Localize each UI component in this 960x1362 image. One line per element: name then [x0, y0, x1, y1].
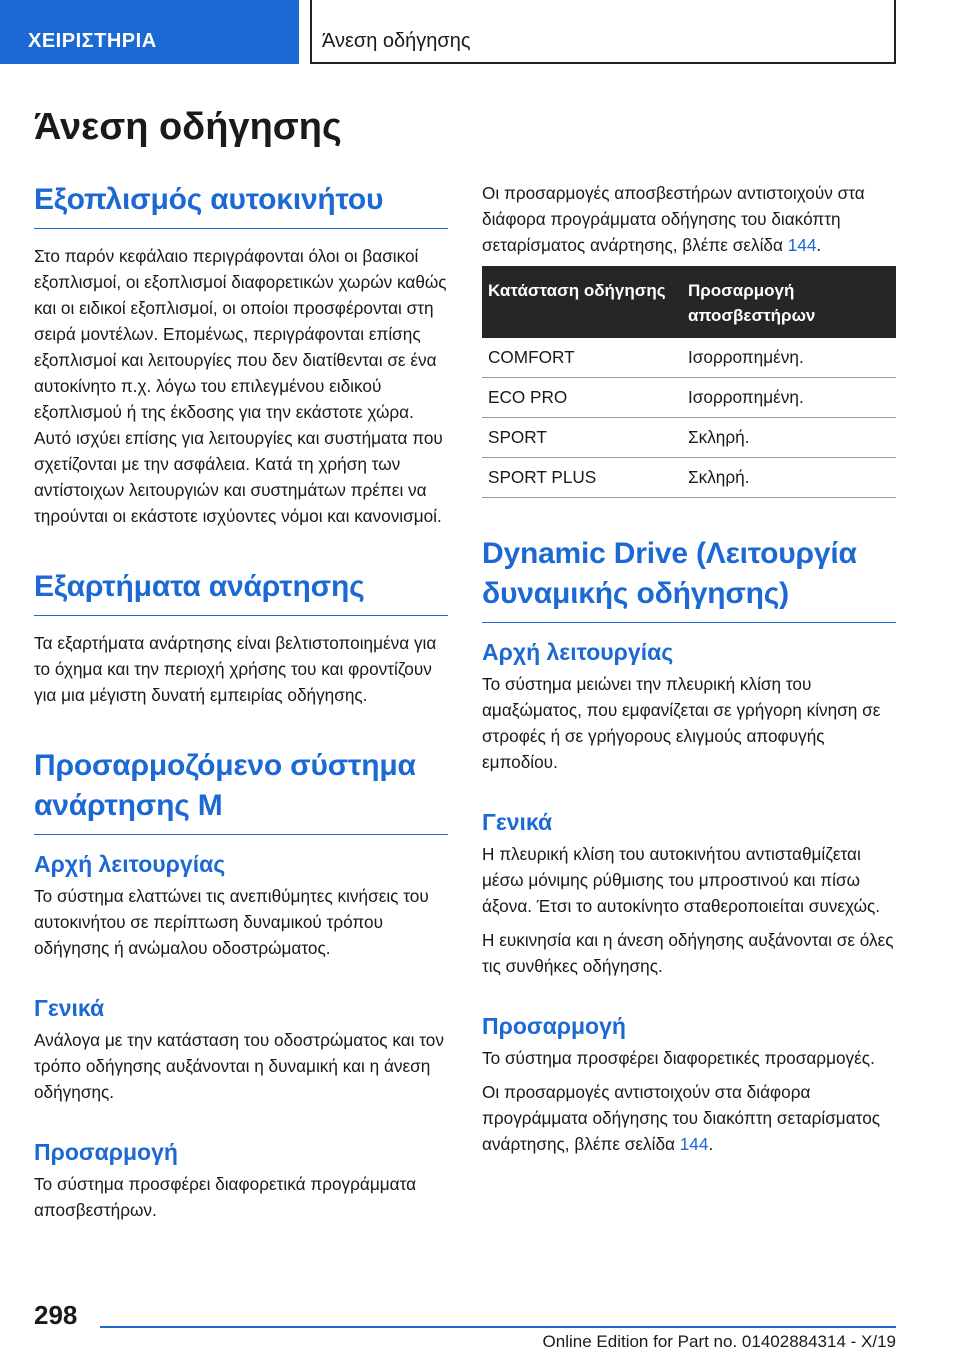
- table-header-row: [482, 266, 896, 338]
- suspension-parts-text: Τα εξαρτήματα ανάρτησης είναι βελτιστοποιημένα για το όχημα και την περιοχή χρήσης του και φροντίζουν για μια μέγιστη δυνατή εμπειρίας οδήγησης.: [34, 633, 437, 705]
- table-cell-mode: ECO PRO: [482, 378, 682, 418]
- left-column: [34, 180, 448, 1231]
- table-header-driving-mode: Κατάσταση οδήγησης: [482, 266, 682, 338]
- footer-divider: [100, 1326, 896, 1328]
- table-row: [482, 338, 896, 378]
- damper-mode-table: [482, 266, 896, 498]
- dynamic-adjustment-text-2: Οι προσαρμογές αντιστοιχούν στα διάφορα προγράμματα οδήγησης του διακόπτη σεταρίσματος ανάρτησης, βλέπε σελίδα 144.: [482, 1082, 881, 1154]
- section-heading-adaptive-suspension: Προσαρμοζόμενο σύστημα ανάρτησης M: [34, 746, 448, 835]
- table-row: [482, 418, 896, 458]
- right-column: [482, 180, 896, 1165]
- page-number: 298: [34, 1300, 78, 1330]
- adaptive-principle-heading: Αρχή λειτουργίας: [34, 851, 226, 877]
- table-row: [482, 458, 896, 498]
- table-row: [482, 378, 896, 418]
- dynamic-adjustment-heading: Προσαρμογή: [482, 1013, 626, 1039]
- damper-intro-text: Οι προσαρμογές αποσβεστήρων αντιστοιχούν στα διάφορα προγράμματα οδήγησης του διακόπτη σεταρίσματος ανάρτησης, βλέπε σελίδα 144.: [482, 183, 865, 255]
- section-heading-suspension-parts: Εξαρτήματα ανάρτησης: [34, 567, 448, 616]
- adaptive-adjustment-text: Το σύστημα προσφέρει διαφορετικά προγράμματα αποσβεστήρων.: [34, 1174, 417, 1220]
- page-link-144[interactable]: 144: [679, 1134, 709, 1154]
- dynamic-principle-text: Το σύστημα μειώνει την πλευρική κλίση του αμαξώματος, που εμφανίζεται σε γρήγορη κίνηση σε στροφές ή σε γρήγορους ελιγμούς αποφυγής εμποδίου.: [482, 674, 881, 772]
- table-header-damper-setting: Προσαρμογή αποσβεστήρων: [682, 266, 896, 338]
- header-section-tab: ΧΕΙΡΙΣΤΗΡΙΑ: [0, 0, 299, 64]
- vehicle-equipment-text: Στο παρόν κεφάλαιο περιγράφονται όλοι οι βασικοί εξοπλισμοί, οι εξοπλισμοί διαφορετικών χωρών καθώς και οι ειδικοί εξοπλισμοί, οι οποίοι προσφέρονται στη σειρά μοντέλων. Επομένως, περιγράφονται επίσης εξοπλισμοί και λειτουργίες που δεν διατίθενται σε ένα αυτοκίνητο π.χ. λόγω του επιλεγμένου ειδικού εξοπλισμού ή της έκδοσης για την εκάστοτε χώρα. Αυτό ισχύει επίσης για λειτουργίες και συστήματα που σχετίζονται με την ασφάλεια. Κατά τη χρήση των αντίστοιχων λειτουργιών και συστημάτων πρέπει να τηρούνται οι εκάστοτε ισχύοντες νόμοι και κανονισμοί.: [34, 246, 447, 526]
- table-cell-mode: SPORT: [482, 418, 682, 458]
- footer-edition: Online Edition for Part no. 01402884314 - X/19: [542, 1332, 896, 1351]
- dynamic-adjustment-text-1: Το σύστημα προσφέρει διαφορετικές προσαρμογές.: [482, 1048, 875, 1068]
- adaptive-principle-text: Το σύστημα ελαττώνει τις ανεπιθύμητες κινήσεις του αυτοκινήτου σε περίπτωση δυναμικού τρόπου οδήγησης ή ανώμαλου οδοστρώματος.: [34, 886, 429, 958]
- dynamic-general-text-2: Η ευκινησία και η άνεση οδήγησης αυξάνονται σε όλες τις συνθήκες οδήγησης.: [482, 930, 894, 976]
- adaptive-general-text: Ανάλογα με την κατάσταση του οδοστρώματος και τον τρόπο οδήγησης αυξάνονται η δυναμική και η άνεση οδήγησης.: [34, 1030, 444, 1102]
- section-heading-dynamic-drive: Dynamic Drive (Λειτουργία δυναμικής οδήγησης): [482, 534, 896, 623]
- adaptive-general-heading: Γενικά: [34, 995, 105, 1021]
- page-link-144[interactable]: 144: [787, 235, 817, 255]
- table-cell-setting: Σκληρή.: [682, 458, 896, 498]
- table-cell-setting: Ισορροπημένη.: [682, 338, 896, 378]
- table-cell-mode: SPORT PLUS: [482, 458, 682, 498]
- dynamic-general-heading: Γενικά: [482, 809, 553, 835]
- dynamic-general-text-1: Η πλευρική κλίση του αυτοκινήτου αντισταθμίζεται μέσω μόνιμης ρύθμισης του μπροστινού και πίσω άξονα. Έτσι το αυτοκίνητο σταθεροποιείται συνεχώς.: [482, 844, 881, 916]
- table-cell-setting: Ισορροπημένη.: [682, 378, 896, 418]
- page-title: Άνεση οδήγησης: [34, 106, 342, 148]
- section-heading-vehicle-equipment: Εξοπλισμός αυτοκινήτου: [34, 180, 448, 229]
- dynamic-principle-heading: Αρχή λειτουργίας: [482, 639, 674, 665]
- table-cell-setting: Σκληρή.: [682, 418, 896, 458]
- table-cell-mode: COMFORT: [482, 338, 682, 378]
- header-chapter-title: Άνεση οδήγησης: [312, 0, 896, 64]
- adaptive-adjustment-heading: Προσαρμογή: [34, 1139, 178, 1165]
